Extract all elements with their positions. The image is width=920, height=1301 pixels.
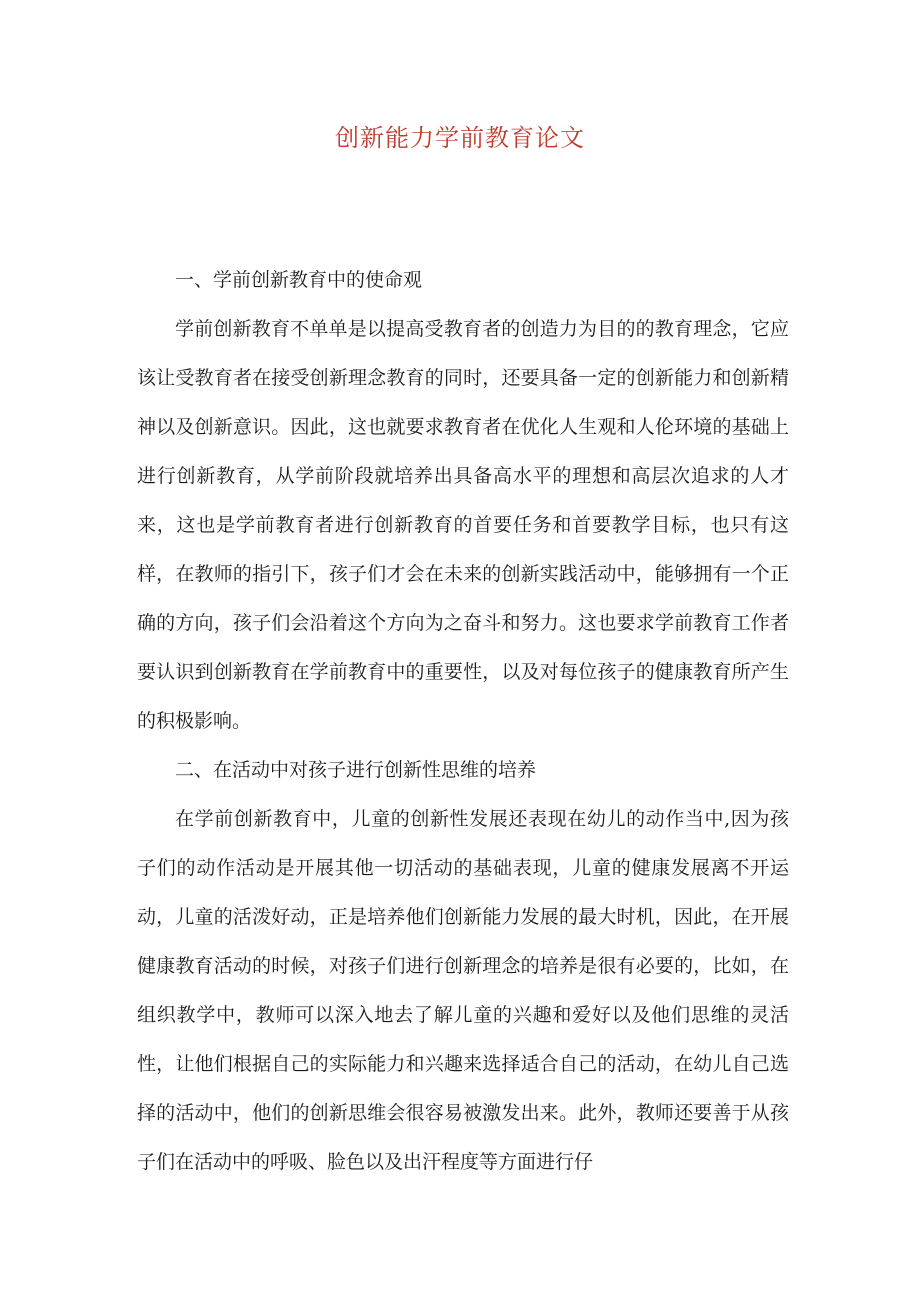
document-body — [137, 256, 789, 1187]
section-paragraph-2: 在学前创新教育中，儿童的创新性发展还表现在幼儿的动作当中,因为孩子们的动作活动是开展其他一切活动的基础表现，儿童的健康发展离不开运动，儿童的活泼好动，正是培养他们创新能力发展的最大时机，因此，在开展健康教育活动的时候，对孩子们进行创新理念的培养是很有必要的，比如，在组织教学中，教师可以深入地去了解儿童的兴趣和爱好以及他们思维的灵活性，让他们根据自己的实际能力和兴趣来选择适合自己的活动，在幼儿自己选择的活动中，他们的创新思维会很容易被激发出来。此外，教师还要善于从孩子们在活动中的呼吸、脸色以及出汗程度等方面进行仔 — [137, 808, 789, 1173]
section-paragraph-1: 学前创新教育不单单是以提高受教育者的创造力为目的的教育理念，它应该让受教育者在接受创新理念教育的同时，还要具备一定的创新能力和创新精神以及创新意识。因此，这也就要求教育者在优化人生观和人伦环境的基础上进行创新教育，从学前阶段就培养出具备高水平的理想和高层次追求的人才来，这也是学前教育者进行创新教育的首要任务和首要教学目标，也只有这样，在教师的指引下，孩子们才会在未来的创新实践活动中，能够拥有一个正确的方向，孩子们会沿着这个方向为之奋斗和努力。这也要求学前教育工作者要认识到创新教育在学前教育中的重要性，以及对每位孩子的健康教育所产生的积极影响。 — [137, 318, 789, 732]
section-heading-1: 一、学前创新教育中的使命观 — [175, 269, 423, 291]
section-heading-2: 二、在活动中对孩子进行创新性思维的培养 — [175, 759, 537, 781]
document-title: 创新能力学前教育论文 — [335, 124, 585, 152]
